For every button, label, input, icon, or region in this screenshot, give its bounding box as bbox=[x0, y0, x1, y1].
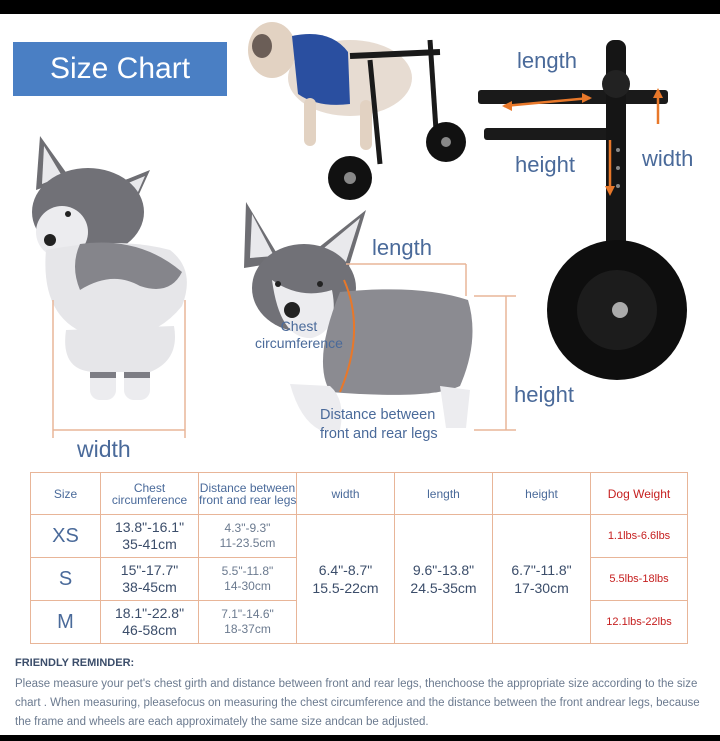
reminder-title: FRIENDLY REMINDER: bbox=[15, 657, 135, 669]
table-row bbox=[31, 515, 688, 558]
width-label: width bbox=[77, 436, 131, 462]
frame-width-label: width bbox=[642, 146, 694, 171]
header-cell: width bbox=[297, 473, 395, 515]
reminder-body: Please measure your pet's chest girth and distance between front and rear legs, thenchoose the appropriate size according to the size chart . When measuring, pleasefocus on measuring the chest circumference and the distance between the front andrear legs, because the frame and wheels are each approximately the same size andcan be adjusted. bbox=[15, 678, 700, 728]
weight-cell: 12.1lbs-22lbs bbox=[591, 601, 688, 644]
chest-cell: 13.8"-16.1" 35-41cm bbox=[101, 515, 199, 558]
chest-cell: 15"-17.7" 38-45cm bbox=[101, 558, 199, 601]
frame-length-label: length bbox=[517, 48, 577, 73]
height-label: height bbox=[514, 382, 574, 407]
size-table bbox=[30, 472, 688, 644]
frame-photo bbox=[478, 40, 687, 380]
header-cell: length bbox=[395, 473, 493, 515]
header-cell: Dog Weight bbox=[591, 473, 688, 515]
height-cell: 6.7"-11.8" 17-30cm bbox=[493, 515, 591, 644]
header-cell: Distance between front and rear legs bbox=[199, 473, 297, 515]
corgi-rear-illustration bbox=[32, 136, 187, 438]
chest-circumference-label: Chest circumference bbox=[255, 318, 343, 351]
distance-cell: 4.3"-9.3" 11-23.5cm bbox=[199, 515, 297, 558]
table-header-row bbox=[31, 473, 688, 515]
width-cell: 6.4"-8.7" 15.5-22cm bbox=[297, 515, 395, 644]
distance-legs-label: Distance between front and rear legs bbox=[320, 407, 438, 442]
length-label: length bbox=[372, 235, 432, 260]
chest-cell: 18.1"-22.8" 46-58cm bbox=[101, 601, 199, 644]
distance-cell: 7.1"-14.6" 18-37cm bbox=[199, 601, 297, 644]
header-cell: height bbox=[493, 473, 591, 515]
size-cell: XS bbox=[31, 515, 101, 558]
header-cell: Size bbox=[31, 473, 101, 515]
bottom-bar bbox=[0, 735, 720, 741]
weight-cell: 1.1lbs-6.6lbs bbox=[591, 515, 688, 558]
frame-height-label: height bbox=[515, 152, 575, 177]
distance-cell: 5.5"-11.8" 14-30cm bbox=[199, 558, 297, 601]
dog-wheelchair-photo bbox=[248, 22, 466, 200]
page-title: Size Chart bbox=[13, 42, 227, 96]
header-cell: Chest circumference bbox=[101, 473, 199, 515]
weight-cell: 5.5lbs-18lbs bbox=[591, 558, 688, 601]
size-cell: M bbox=[31, 601, 101, 644]
size-cell: S bbox=[31, 558, 101, 601]
length-cell: 9.6"-13.8" 24.5-35cm bbox=[395, 515, 493, 644]
